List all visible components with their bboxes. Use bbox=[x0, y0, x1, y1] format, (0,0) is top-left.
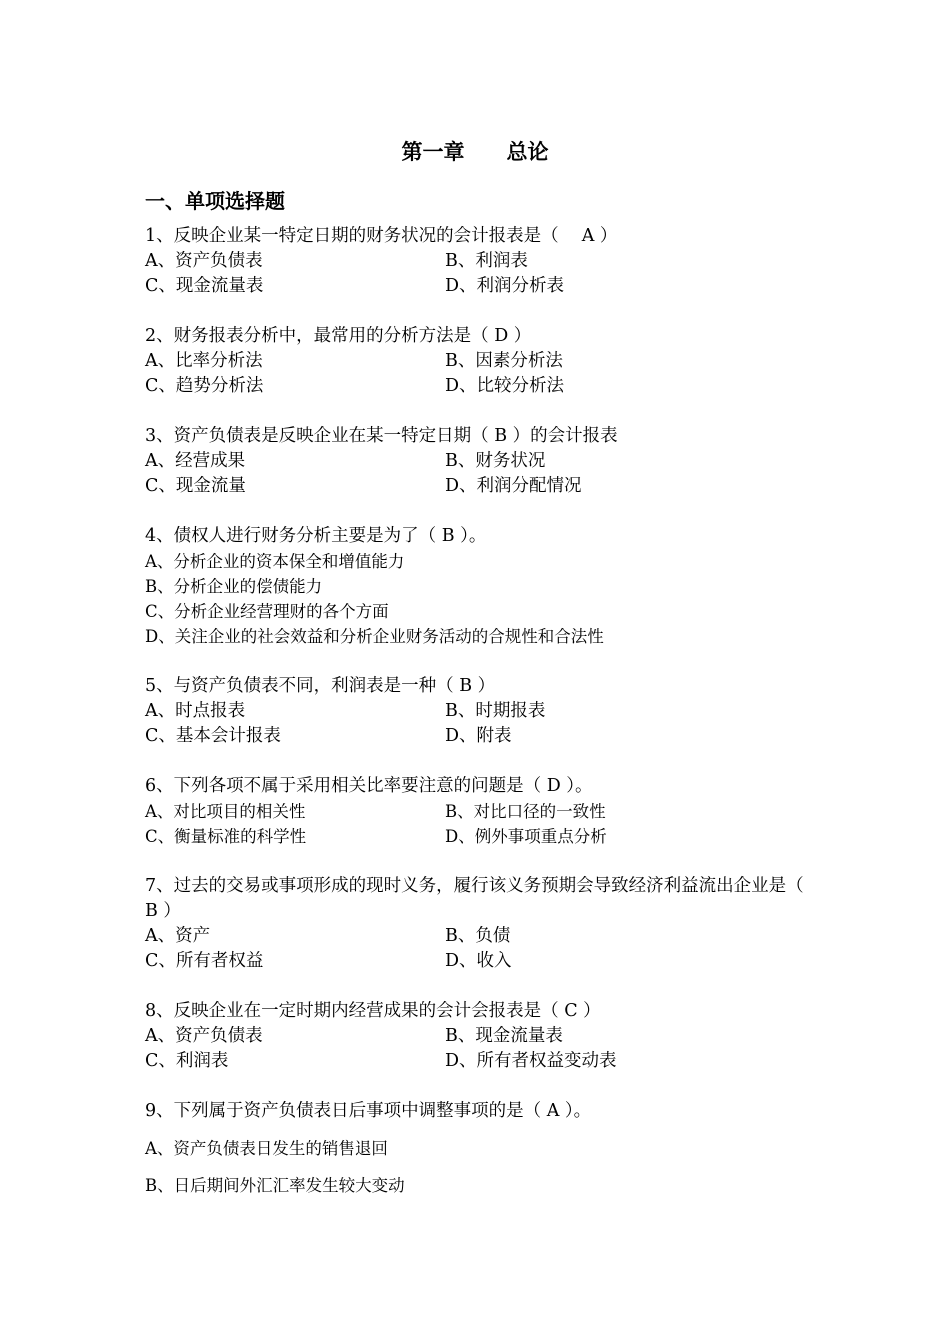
option-c: C、基本会计报表 bbox=[145, 726, 281, 746]
option-c: C、现金流量 bbox=[145, 476, 246, 496]
question-9 bbox=[145, 1099, 825, 1198]
option-b: B、因素分析法 bbox=[445, 351, 563, 371]
option-row bbox=[145, 1049, 825, 1074]
chapter-title: 第一章 总论 bbox=[401, 139, 549, 164]
question-stem: 8、反映企业在一定时期内经营成果的会计会报表是（ C ） bbox=[145, 1001, 601, 1021]
option-a: A、资产负债表日发生的销售退回 bbox=[145, 1139, 388, 1158]
option-a: A、分析企业的资本保全和增值能力 bbox=[145, 552, 405, 571]
option-a: A、资产 bbox=[145, 926, 211, 946]
question-7 bbox=[145, 874, 825, 974]
option-row bbox=[145, 474, 825, 499]
option-a: A、经营成果 bbox=[145, 451, 246, 471]
option-row bbox=[145, 799, 825, 824]
option-b: B、负债 bbox=[445, 926, 511, 946]
option-d: D、利润分析表 bbox=[445, 276, 565, 296]
option-d: D、收入 bbox=[445, 951, 512, 971]
option-d: D、关注企业的社会效益和分析企业财务活动的合规性和合法性 bbox=[145, 627, 604, 646]
question-stem: 6、下列各项不属于采用相关比率要注意的问题是（ D ）。 bbox=[145, 776, 593, 796]
option-c: C、所有者权益 bbox=[145, 951, 264, 971]
option-row bbox=[145, 349, 825, 374]
option-b: B、对比口径的一致性 bbox=[445, 802, 606, 821]
option-c: C、利润表 bbox=[145, 1051, 229, 1071]
question-stem: 2、财务报表分析中，最常用的分析方法是（ D ） bbox=[145, 326, 532, 346]
option-b: B、分析企业的偿债能力 bbox=[145, 577, 323, 596]
option-d: D、比较分析法 bbox=[445, 376, 565, 396]
question-stem: 5、与资产负债表不同，利润表是一种（ B ） bbox=[145, 676, 496, 696]
question-list bbox=[145, 224, 825, 1223]
option-row bbox=[145, 274, 825, 299]
question-8 bbox=[145, 999, 825, 1074]
question-4 bbox=[145, 524, 825, 649]
question-6 bbox=[145, 774, 825, 849]
option-c: C、趋势分析法 bbox=[145, 376, 264, 396]
option-c: C、分析企业经营理财的各个方面 bbox=[145, 602, 389, 621]
option-a: A、时点报表 bbox=[145, 701, 246, 721]
question-3 bbox=[145, 424, 825, 499]
option-row bbox=[145, 449, 825, 474]
option-d: D、所有者权益变动表 bbox=[445, 1051, 617, 1071]
option-c: C、衡量标准的科学性 bbox=[145, 827, 307, 846]
question-stem: 4、债权人进行财务分析主要是为了（ B ）。 bbox=[145, 526, 487, 546]
question-stem: 1、反映企业某一特定日期的财务状况的会计报表是（ A ） bbox=[145, 226, 618, 246]
question-5 bbox=[145, 674, 825, 749]
option-a: A、资产负债表 bbox=[145, 251, 263, 271]
option-a: A、资产负债表 bbox=[145, 1026, 263, 1046]
option-b: B、时期报表 bbox=[445, 701, 546, 721]
option-row bbox=[145, 824, 825, 849]
question-1 bbox=[145, 224, 825, 299]
question-stem: 3、资产负债表是反映企业在某一特定日期（ B ）的会计报表 bbox=[145, 426, 618, 446]
option-row bbox=[145, 724, 825, 749]
option-a: A、对比项目的相关性 bbox=[145, 802, 306, 821]
option-c: C、现金流量表 bbox=[145, 276, 264, 296]
option-row bbox=[145, 924, 825, 949]
option-row bbox=[145, 949, 825, 974]
question-stem: 7、过去的交易或事项形成的现时义务，履行该义务预期会导致经济利益流出企业是（ B ） bbox=[145, 876, 804, 921]
option-d: D、附表 bbox=[445, 726, 512, 746]
option-b: B、现金流量表 bbox=[445, 1026, 563, 1046]
option-row bbox=[145, 699, 825, 724]
option-row bbox=[145, 374, 825, 399]
option-b: B、利润表 bbox=[445, 251, 528, 271]
option-a: A、比率分析法 bbox=[145, 351, 263, 371]
option-d: D、例外事项重点分析 bbox=[445, 827, 607, 846]
option-row bbox=[145, 1024, 825, 1049]
section-title: 一、单项选择题 bbox=[145, 189, 285, 213]
option-d: D、利润分配情况 bbox=[445, 476, 582, 496]
option-row bbox=[145, 249, 825, 274]
option-b: B、日后期间外汇汇率发生较大变动 bbox=[145, 1176, 405, 1195]
option-b: B、财务状况 bbox=[445, 451, 546, 471]
question-stem: 9、下列属于资产负债表日后事项中调整事项的是（ A ）。 bbox=[145, 1101, 592, 1121]
question-2 bbox=[145, 324, 825, 399]
